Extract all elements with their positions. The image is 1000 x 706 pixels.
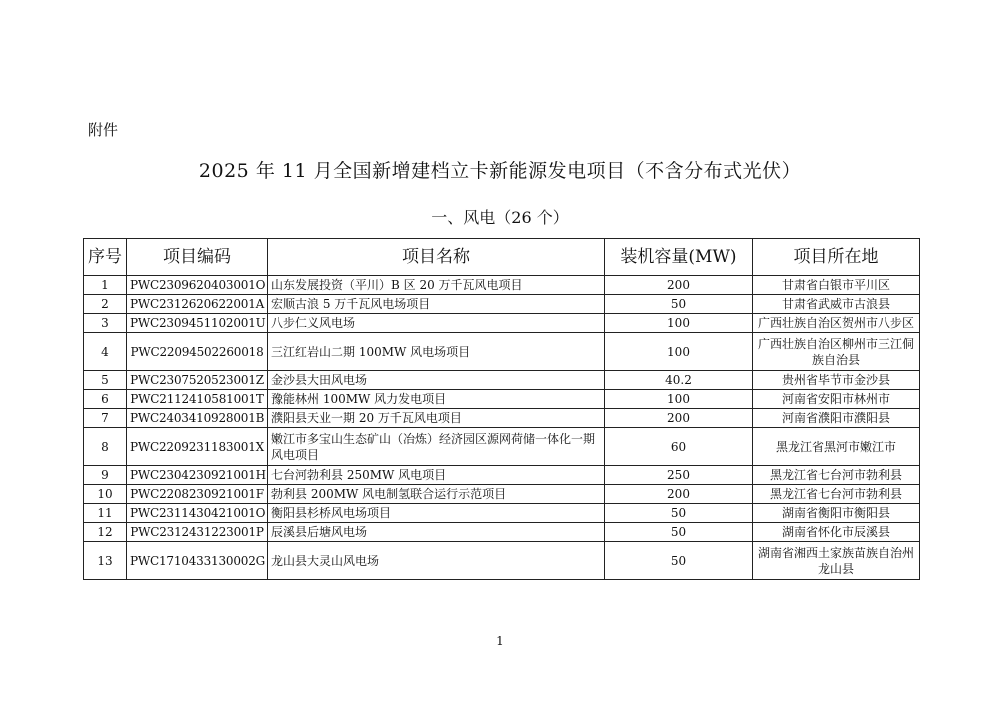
column-header-location: 项目所在地 [753,239,920,276]
cell-name: 龙山县大灵山风电场 [268,542,605,580]
cell-capacity: 60 [605,428,753,466]
cell-index: 1 [84,276,127,295]
cell-code: PWC2309451102001U [127,314,268,333]
cell-location: 贵州省毕节市金沙县 [753,371,920,390]
cell-name: 七台河勃利县 250MW 风电项目 [268,466,605,485]
cell-location: 甘肃省武威市古浪县 [753,295,920,314]
cell-capacity: 100 [605,390,753,409]
column-header-index: 序号 [84,239,127,276]
table-row [84,371,920,390]
cell-index: 8 [84,428,127,466]
table-row [84,466,920,485]
cell-code: PWC2208230921001F [127,485,268,504]
cell-index: 4 [84,333,127,371]
page-number: 1 [496,634,504,648]
cell-location: 湖南省衡阳市衡阳县 [753,504,920,523]
cell-location: 河南省濮阳市濮阳县 [753,409,920,428]
table-row [84,523,920,542]
cell-name: 濮阳县天业一期 20 万千瓦风电项目 [268,409,605,428]
cell-location: 黑龙江省黑河市嫩江市 [753,428,920,466]
cell-index: 12 [84,523,127,542]
cell-capacity: 200 [605,409,753,428]
cell-index: 7 [84,409,127,428]
cell-location: 甘肃省白银市平川区 [753,276,920,295]
table-row [84,333,920,371]
cell-index: 5 [84,371,127,390]
cell-capacity: 250 [605,466,753,485]
cell-capacity: 200 [605,485,753,504]
cell-code: PWC2209231183001X [127,428,268,466]
cell-index: 11 [84,504,127,523]
table-row [84,428,920,466]
cell-capacity: 50 [605,542,753,580]
cell-capacity: 50 [605,504,753,523]
cell-capacity: 100 [605,314,753,333]
cell-code: PWC2209450226001​8 [127,333,268,371]
table-row [84,314,920,333]
attachment-label: 附件 [88,121,119,139]
cell-code: PWC2307520523001Z [127,371,268,390]
cell-name: 豫能林州 100MW 风力发电项目 [268,390,605,409]
cell-name: 山东发展投资（平川）B 区 20 万千瓦风电项目 [268,276,605,295]
cell-name: 辰溪县后塘风电场 [268,523,605,542]
cell-code: PWC1710433130002G [127,542,268,580]
cell-location: 湖南省怀化市辰溪县 [753,523,920,542]
cell-code: PWC2312431223001P [127,523,268,542]
section-title: 一、风电（26 个） [431,208,569,227]
cell-code: PWC2309620403001O [127,276,268,295]
cell-index: 13 [84,542,127,580]
column-header-code: 项目编码 [127,239,268,276]
cell-capacity: 200 [605,276,753,295]
cell-capacity: 50 [605,295,753,314]
cell-index: 2 [84,295,127,314]
table-row [84,276,920,295]
cell-name: 嫩江市多宝山生态矿山（冶炼）经济园区源网荷储一体化一期风电项目 [268,428,605,466]
cell-capacity: 100 [605,333,753,371]
cell-name: 三江红岩山二期 100MW 风电场项目 [268,333,605,371]
cell-location: 湖南省湘西土家族苗族自治州龙山县 [753,542,920,580]
table-row [84,295,920,314]
table-row [84,485,920,504]
column-header-capacity: 装机容量(MW) [605,239,753,276]
cell-location: 黑龙江省七台河市勃利县 [753,466,920,485]
cell-name: 衡阳县杉桥风电场项目 [268,504,605,523]
cell-location: 河南省安阳市林州市 [753,390,920,409]
cell-location: 广西壮族自治区贺州市八步区 [753,314,920,333]
cell-location: 黑龙江省七台河市勃利县 [753,485,920,504]
cell-code: PWC2304230921001H [127,466,268,485]
column-header-name: 项目名称 [268,239,605,276]
cell-code: PWC2311430421001O [127,504,268,523]
cell-code: PWC2112410581001T [127,390,268,409]
table-header-row [84,239,920,276]
cell-index: 3 [84,314,127,333]
cell-code: PWC2312620622001A [127,295,268,314]
table-row [84,390,920,409]
cell-capacity: 40.2 [605,371,753,390]
table-row [84,542,920,580]
table-row [84,504,920,523]
document-title: 2025 年 11 月全国新增建档立卡新能源发电项目（不含分布式光伏） [198,160,802,182]
table-row [84,409,920,428]
cell-index: 6 [84,390,127,409]
cell-name: 金沙县大田风电场 [268,371,605,390]
cell-capacity: 50 [605,523,753,542]
cell-location: 广西壮族自治区柳州市三江侗族自治县 [753,333,920,371]
cell-name: 勃利县 200MW 风电制氢联合运行示范项目 [268,485,605,504]
cell-name: 八步仁义风电场 [268,314,605,333]
projects-table [83,238,920,580]
cell-code: PWC2403410928001B [127,409,268,428]
cell-index: 9 [84,466,127,485]
cell-name: 宏顺古浪 5 万千瓦风电场项目 [268,295,605,314]
cell-index: 10 [84,485,127,504]
